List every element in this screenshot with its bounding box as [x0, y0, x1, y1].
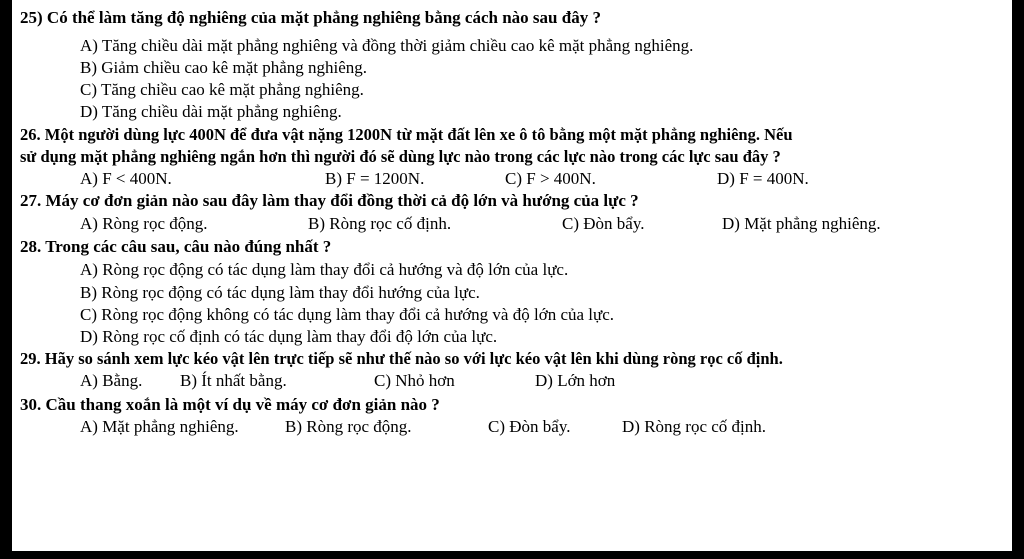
question-25-option-a: A) Tăng chiều dài mặt phẳng nghiêng và đồng thời giảm chiều cao kê mặt phẳng nghiêng. [80, 36, 694, 55]
question-27-stem: 27. Máy cơ đơn giản nào sau đây làm thay đổi đồng thời cả độ lớn và hướng của lực ? [20, 191, 639, 210]
question-28-option-c: C) Ròng rọc động không có tác dụng làm thay đổi cả hướng và độ lớn của lực. [80, 305, 615, 324]
question-25-option-d: D) Tăng chiều dài mặt phẳng nghiêng. [80, 102, 342, 121]
question-26-options [0, 168, 1024, 190]
question-26-stem-line-2: sử dụng mặt phẳng nghiêng ngắn hơn thì người đó sẽ dùng lực nào trong các lực nào trong các lực sau đây ? [20, 147, 781, 166]
question-28-option-b: B) Ròng rọc động có tác dụng làm thay đổi hướng của lực. [80, 283, 480, 302]
question-28-stem: 28. Trong các câu sau, câu nào đúng nhất ? [20, 237, 332, 256]
question-30-stem: 30. Cầu thang xoắn là một ví dụ về máy cơ đơn giản nào ? [20, 395, 440, 414]
question-27-option-d: D) Mặt phẳng nghiêng. [722, 214, 881, 233]
bottom-black-border [0, 551, 1024, 559]
question-26-option-b: B) F = 1200N. [325, 169, 425, 188]
question-28-option-a: A) Ròng rọc động có tác dụng làm thay đổi cả hướng và độ lớn của lực. [80, 260, 569, 279]
question-30-option-d: D) Ròng rọc cố định. [622, 417, 767, 436]
question-26-stem-line-1: 26. Một người dùng lực 400N để đưa vật nặng 1200N từ mặt đất lên xe ô tô bằng một mặt phẳng nghiêng. Nếu [20, 125, 793, 144]
right-black-border [1012, 0, 1024, 559]
question-27-option-c: C) Đòn bẩy. [562, 214, 645, 233]
question-30-option-a: A) Mặt phẳng nghiêng. [80, 417, 239, 436]
question-30-option-b: B) Ròng rọc động. [285, 417, 412, 436]
question-30-options [0, 416, 1024, 438]
question-26-option-c: C) F > 400N. [505, 169, 596, 188]
question-29-option-b: B) Ít nhất bằng. [180, 371, 287, 390]
question-29-stem: 29. Hãy so sánh xem lực kéo vật lên trực tiếp sẽ như thế nào so với lực kéo vật lên khi dùng ròng rọc cố định. [20, 349, 783, 368]
question-27-option-b: B) Ròng rọc cố định. [308, 214, 452, 233]
question-28-option-d: D) Ròng rọc cố định có tác dụng làm thay đổi độ lớn của lực. [80, 327, 498, 346]
question-29-option-c: C) Nhỏ hơn [374, 371, 455, 390]
left-black-border [0, 0, 12, 559]
question-25-option-c: C) Tăng chiều cao kê mặt phẳng nghiêng. [80, 80, 364, 99]
question-26-option-a: A) F < 400N. [80, 169, 172, 188]
question-25-option-b: B) Giảm chiều cao kê mặt phẳng nghiêng. [80, 58, 368, 77]
question-26-option-d: D) F = 400N. [717, 169, 809, 188]
question-29-options [0, 370, 1024, 392]
question-30-option-c: C) Đòn bẩy. [488, 417, 571, 436]
question-29-option-d: D) Lớn hơn [535, 371, 616, 390]
question-27-options [0, 213, 1024, 235]
question-27-option-a: A) Ròng rọc động. [80, 214, 208, 233]
question-29-option-a: A) Bằng. [80, 371, 143, 390]
question-25-stem: 25) Có thể làm tăng độ nghiêng của mặt phẳng nghiêng bằng cách nào sau đây ? [20, 8, 601, 27]
